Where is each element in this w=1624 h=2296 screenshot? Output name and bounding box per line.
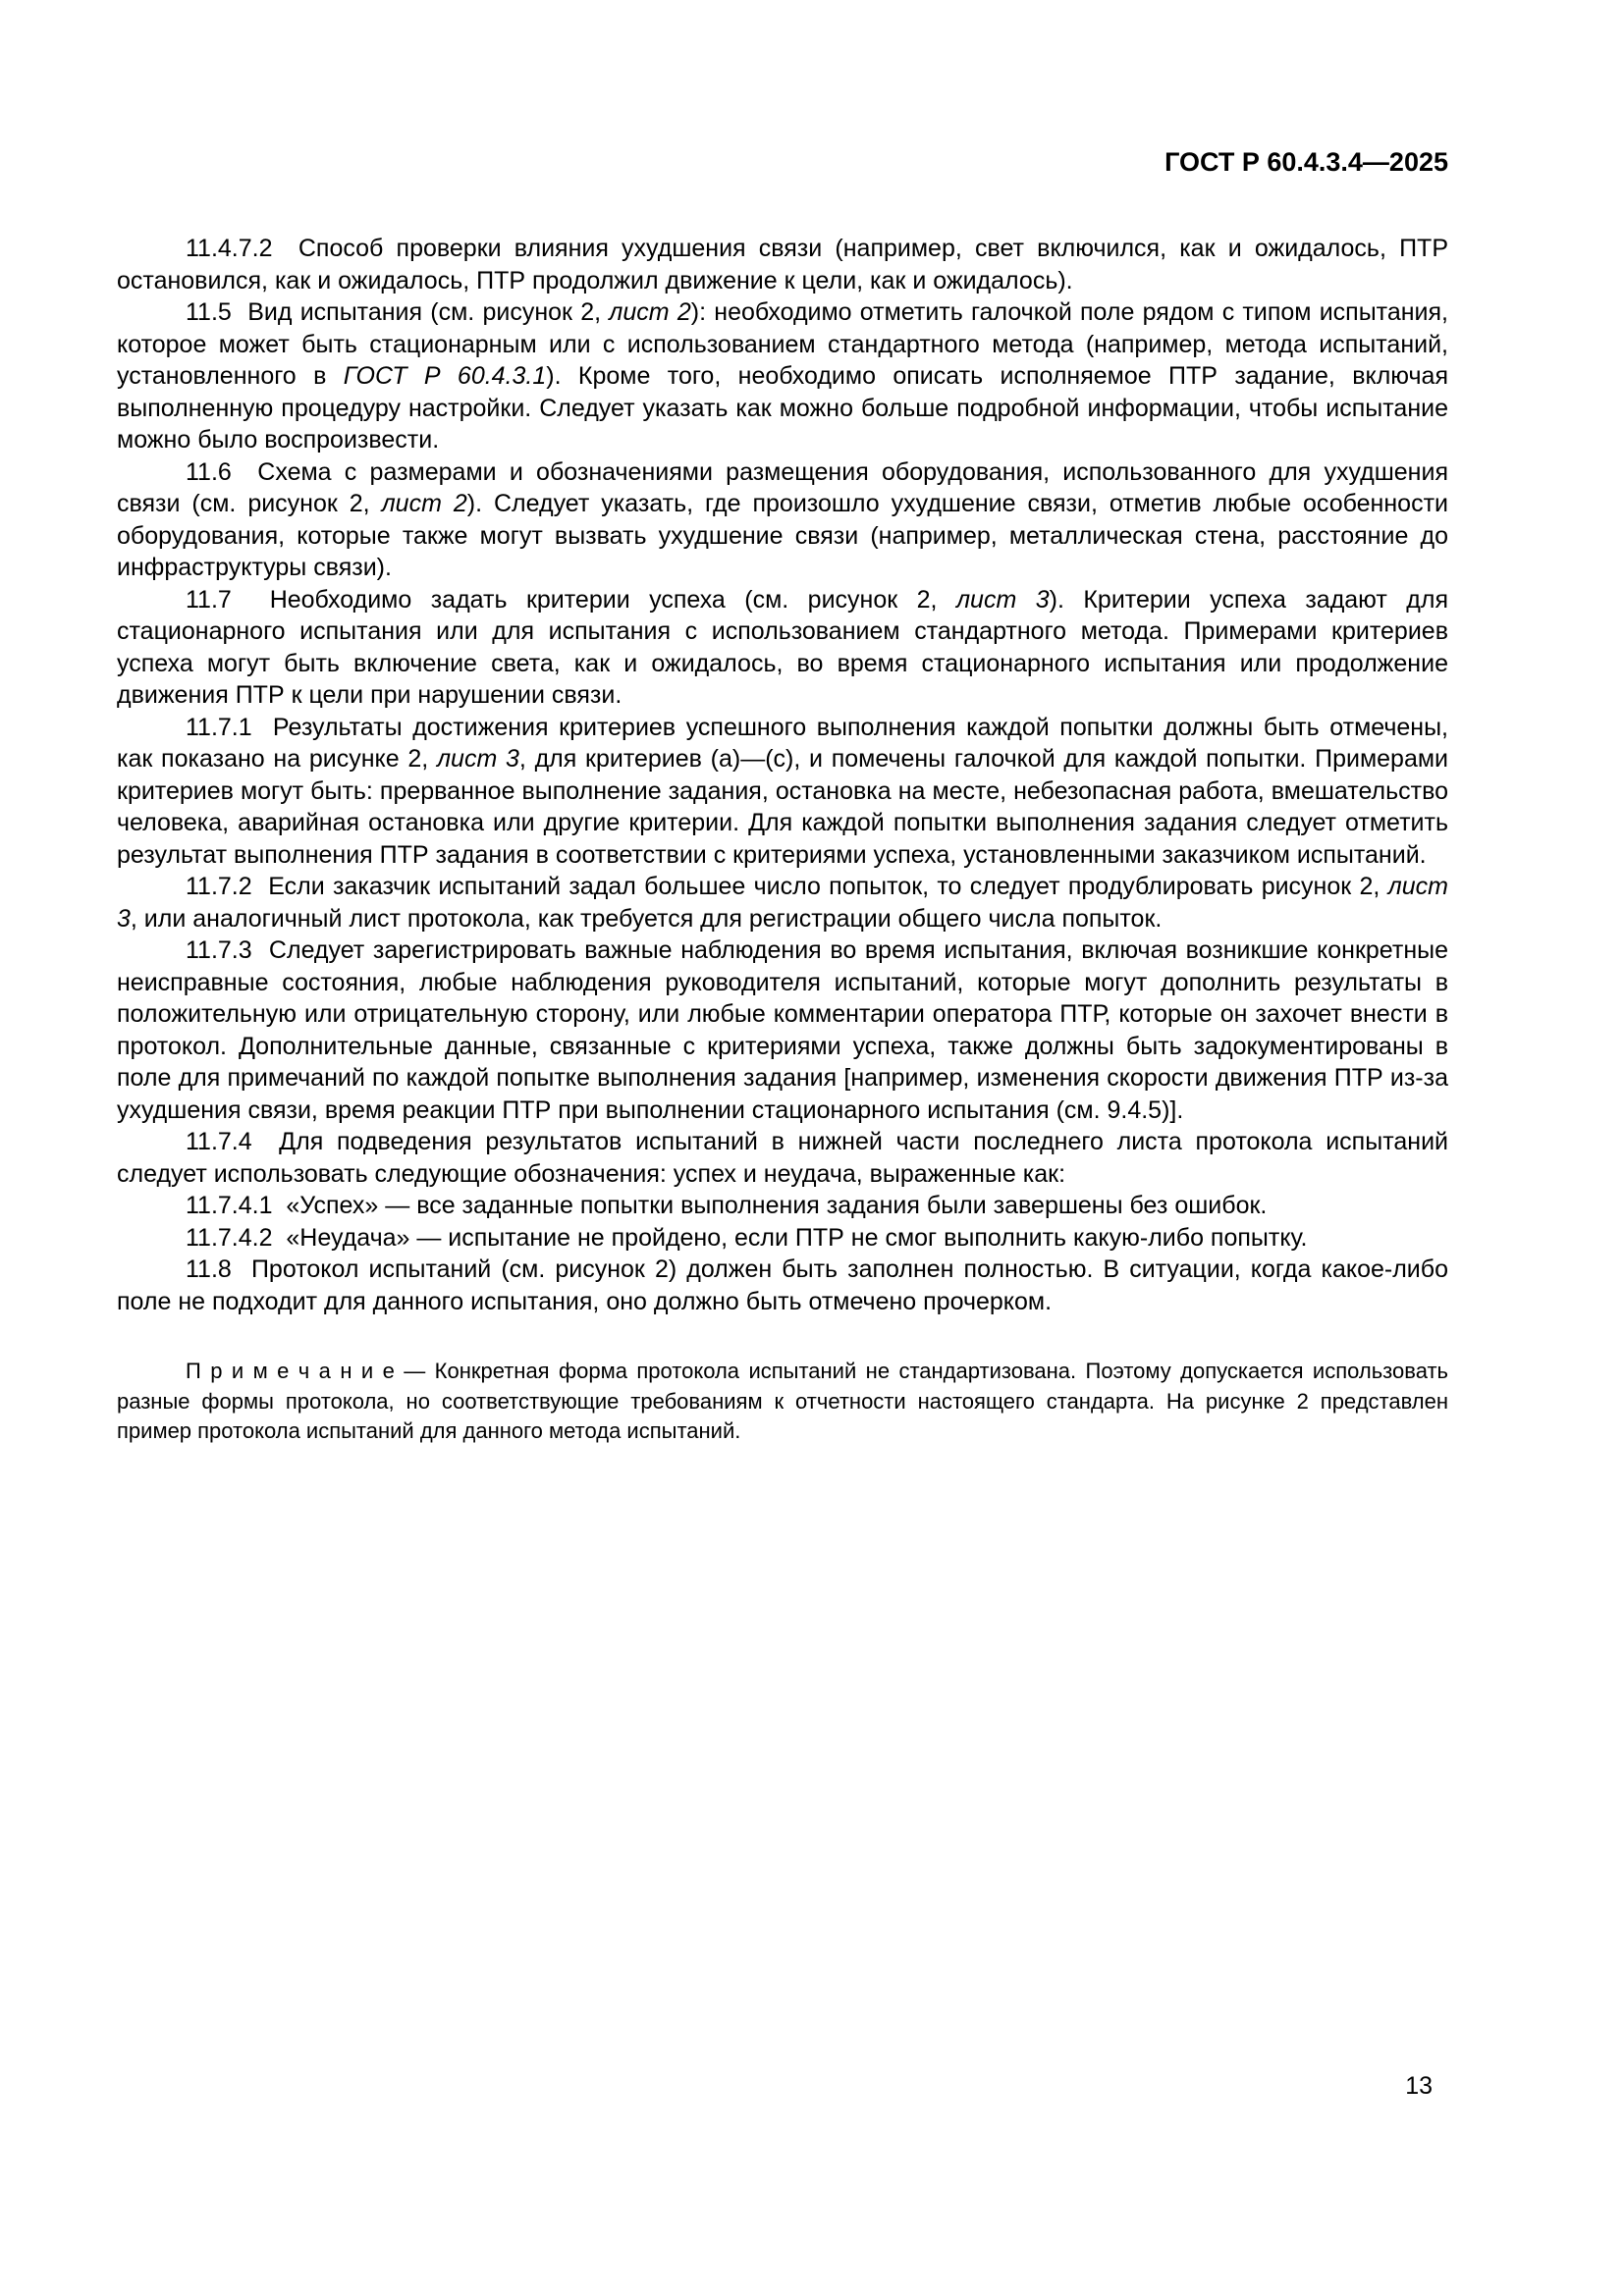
text-segment: ): необходимо отметить галочкой поле рядом с типом испытания, которое может быть стационарным или с использованием стандартного метода (например, метода испытаний, установленного в [117, 298, 1448, 390]
standard-designation-header: ГОСТ Р 60.4.3.4—2025 [1164, 147, 1448, 177]
text-segment: лист 2 [609, 298, 691, 326]
text-segment: лист 2 [381, 490, 467, 517]
text-segment: 11.7 Необходимо задать критерии успеха (см. рисунок 2, [186, 585, 956, 614]
body-paragraph [117, 1126, 1448, 1190]
text-segment: , для критериев (a)—(c), и помечены галочкой для каждой попытки. Примерами критериев могут быть: прерванное выполнение задания, остановка на месте, небезопасная работа, вмешательство человека, аварийная остановка или другие критерии. Для каждой попытки выполнения задания следует отметить результат выполнения ПТР задания в соответствии с критериями успеха, установленными заказчиком испытаний. [117, 745, 1448, 869]
body-paragraph [117, 1222, 1448, 1255]
text-segment: ). Критерии успеха задают для стационарного испытания или для испытания с использованием стандартного метода. Примерами критериев успеха могут быть включение света, как и ожидалось, во время стационарного испытания или продолжение движения ПТР к цели при нарушении связи. [117, 585, 1448, 709]
body-paragraph [117, 1254, 1448, 1317]
text-segment: 11.7.3 Следует зарегистрировать важные наблюдения во время испытания, включая возникшие конкретные неисправные состояния, любые наблюдения руководителя испытаний, которые могут дополнить результаты в положительную или отрицательную сторону, или любые комментарии оператора ПТР, которые он захочет внести в протокол. Дополнительные данные, связанные с критериями успеха, также должны быть задокументированы в поле для примечаний по каждой попытке выполнения задания [например, изменения скорости движения ПТР из-за ухудшения связи, время реакции ПТР при выполнении стационарного испытания (см. 9.4.5)]. [117, 936, 1448, 1124]
page-number: 13 [1405, 2072, 1433, 2100]
text-segment: 11.7.1 Результаты достижения критериев успешного выполнения каждой попытки должны быть отмечены, как показано на рисунке 2, [117, 713, 1448, 773]
note-paragraph [117, 1357, 1448, 1447]
text-segment: ). Кроме того, необходимо описать исполняемое ПТР задание, включая выполненную процедуру настройки. Следует указать как можно больше подробной информации, чтобы испытание можно было воспроизвести. [117, 362, 1448, 454]
text-segment: 11.8 Протокол испытаний (см. рисунок 2) должен быть заполнен полностью. В ситуации, когда какое-либо поле не подходит для данного испытания, оно должно быть отмечено прочерком. [117, 1255, 1448, 1315]
text-segment: 11.4.7.2 Способ проверки влияния ухудшения связи (например, свет включился, как и ожидалось, ПТР остановился, как и ожидалось, ПТР продолжил движение к цели, как и ожидалось). [117, 235, 1448, 294]
text-segment: П р и м е ч а н и е — Конкретная форма протокола испытаний не стандартизована. Поэтому допускается использовать разные формы протокола, но соответствующие требованиям к отчетности настоящего стандарта. На рисунке 2 представлен пример протокола испытаний для данного метода испытаний. [117, 1359, 1448, 1443]
text-segment: 11.7.4.2 «Неудача» — испытание не пройдено, если ПТР не смог выполнить какую-либо попытку. [186, 1223, 1308, 1252]
body-paragraph [117, 456, 1448, 584]
text-segment: 11.7.4.1 «Успех» — все заданные попытки выполнения задания были завершены без ошибок. [186, 1192, 1268, 1219]
body-paragraph [117, 1190, 1448, 1222]
body-paragraph [117, 871, 1448, 934]
document-body [117, 233, 1448, 1447]
text-segment: , или аналогичный лист протокола, как требуется для регистрации общего числа попыток. [130, 904, 1163, 933]
text-segment: ). Следует указать, где произошло ухудшение связи, отметив любые особенности оборудования, которые также могут вызвать ухудшение связи (например, металлическая стена, расстояние до инфраструктуры связи). [117, 490, 1448, 581]
text-segment: лист 3 [436, 745, 519, 773]
body-paragraph [117, 712, 1448, 872]
text-segment: лист 3 [117, 873, 1448, 933]
text-segment: лист 3 [955, 585, 1050, 614]
body-paragraph [117, 296, 1448, 456]
text-segment: ГОСТ Р 60.4.3.1 [343, 362, 547, 390]
body-paragraph [117, 584, 1448, 712]
text-segment: 11.5 Вид испытания (см. рисунок 2, [186, 298, 610, 326]
body-paragraph [117, 233, 1448, 296]
text-segment: 11.6 Схема с размерами и обозначениями размещения оборудования, использованного для ухудшения связи (см. рисунок 2, [117, 457, 1448, 517]
text-segment: 11.7.2 Если заказчик испытаний задал большее число попыток, то следует продублировать рисунок 2, [186, 873, 1388, 900]
body-paragraph [117, 934, 1448, 1126]
text-segment: 11.7.4 Для подведения результатов испытаний в нижней части последнего листа протокола испытаний следует использовать следующие обозначения: успех и неудача, выраженные как: [117, 1128, 1448, 1188]
